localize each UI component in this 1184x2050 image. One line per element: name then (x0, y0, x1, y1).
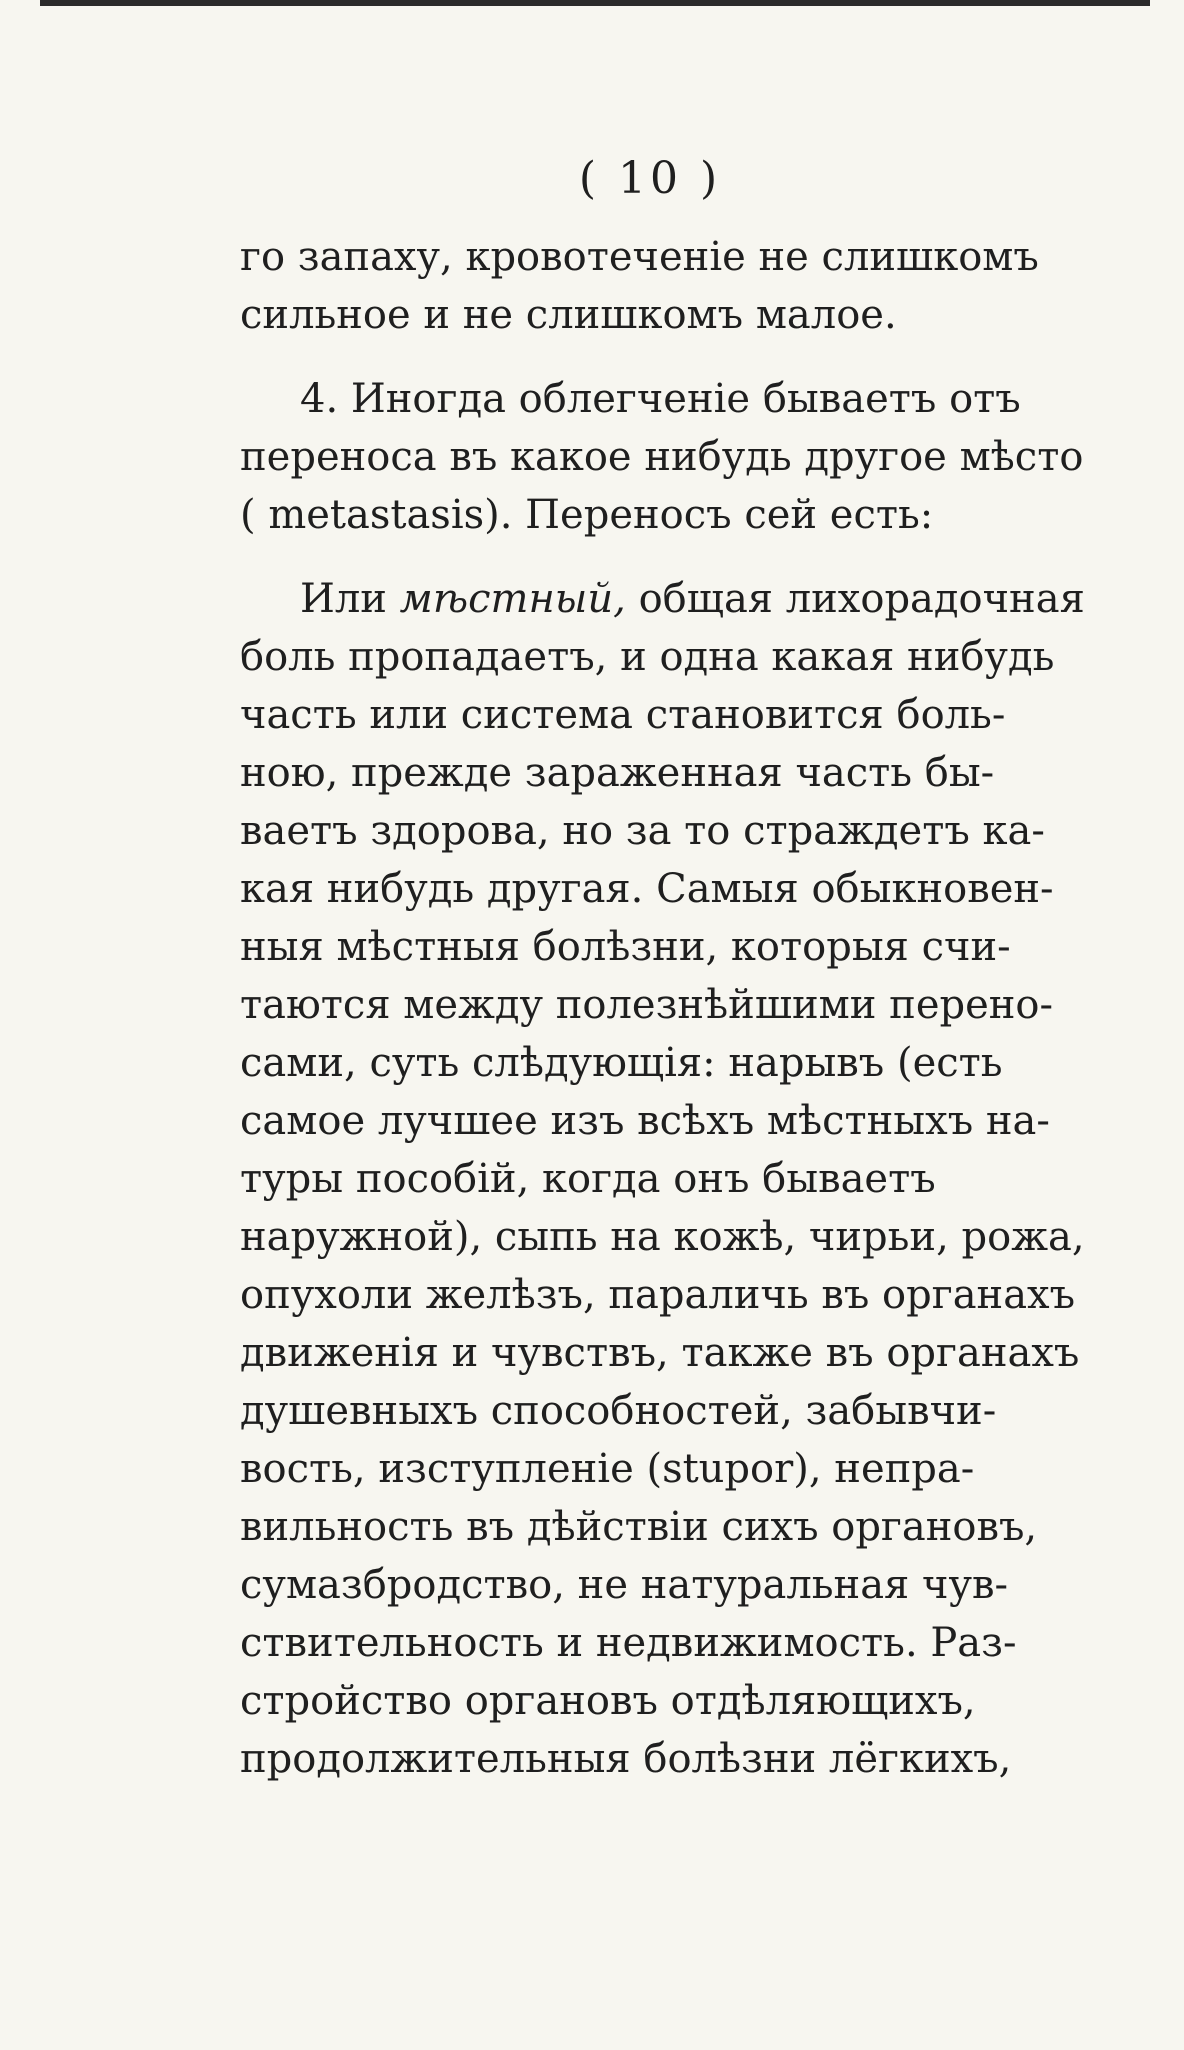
text-line: сами, суть слѣдующія: нарывъ (есть (240, 1040, 1003, 1086)
text-line: 4. Иногда облегченіе бываетъ отъ (300, 376, 1021, 422)
text-line: ( metastasis). Переносъ сей есть: (240, 492, 934, 538)
text-line: го запаху, кровотеченіе не слишкомъ (240, 234, 1039, 280)
text-line: таются между полезнѣйшими перено- (240, 982, 1054, 1028)
text-line: ствительность и недвижимость. Раз- (240, 1620, 1017, 1666)
paragraph-2 (240, 370, 1140, 544)
text-line: сильное и не слишкомъ малое. (240, 292, 897, 338)
text-line: ныя мѣстныя болѣзни, которыя счи- (240, 924, 1011, 970)
text-line: ною, прежде зараженная часть бы- (240, 750, 995, 796)
text-line: самое лучшее изъ всѣхъ мѣстныхъ на- (240, 1098, 1050, 1144)
text-line: стройство органовъ отдѣляющихъ, (240, 1678, 976, 1724)
text-line: переноса въ какое нибудь другое мѣсто (240, 434, 1084, 480)
text-line: туры пособій, когда онъ бываетъ (240, 1156, 936, 1202)
text-line: кая нибудь другая. Самыя обыкновен- (240, 866, 1054, 912)
emphasized-term: мѣстный, (399, 576, 626, 622)
text-line: боль пропадаетъ, и одна какая нибудь (240, 634, 1055, 680)
text-line: движенія и чувствъ, также въ органахъ (240, 1330, 1080, 1376)
text-line-prefix: Или (300, 576, 400, 622)
text-line: опухоли желѣзъ, параличь въ органахъ (240, 1272, 1076, 1318)
paragraph-3 (240, 570, 1140, 1788)
text-line: вильность въ дѣйствіи сихъ органовъ, (240, 1504, 1038, 1550)
text-line: ваетъ здорова, но за то страждетъ ка- (240, 808, 1045, 854)
page-top-edge (40, 0, 1150, 6)
text-line: часть или система становится боль- (240, 692, 1006, 738)
text-line (240, 570, 1140, 628)
page-text (240, 150, 1140, 1788)
text-line-suffix: общая лихорадочная (625, 576, 1085, 622)
text-line: сумазбродство, не натуральная чув- (240, 1562, 1009, 1608)
text-line: душевныхъ способностей, забывчи- (240, 1388, 997, 1434)
page-number: ( 10 ) (578, 153, 722, 204)
text-line: наружной), сыпь на кожѣ, чирьи, рожа, (240, 1214, 1085, 1260)
text-line: вость, изступленіе (stupor), непра- (240, 1446, 975, 1492)
text-line: продолжительныя болѣзни лёгкихъ, (240, 1736, 1012, 1782)
paragraph-1 (240, 228, 1140, 344)
